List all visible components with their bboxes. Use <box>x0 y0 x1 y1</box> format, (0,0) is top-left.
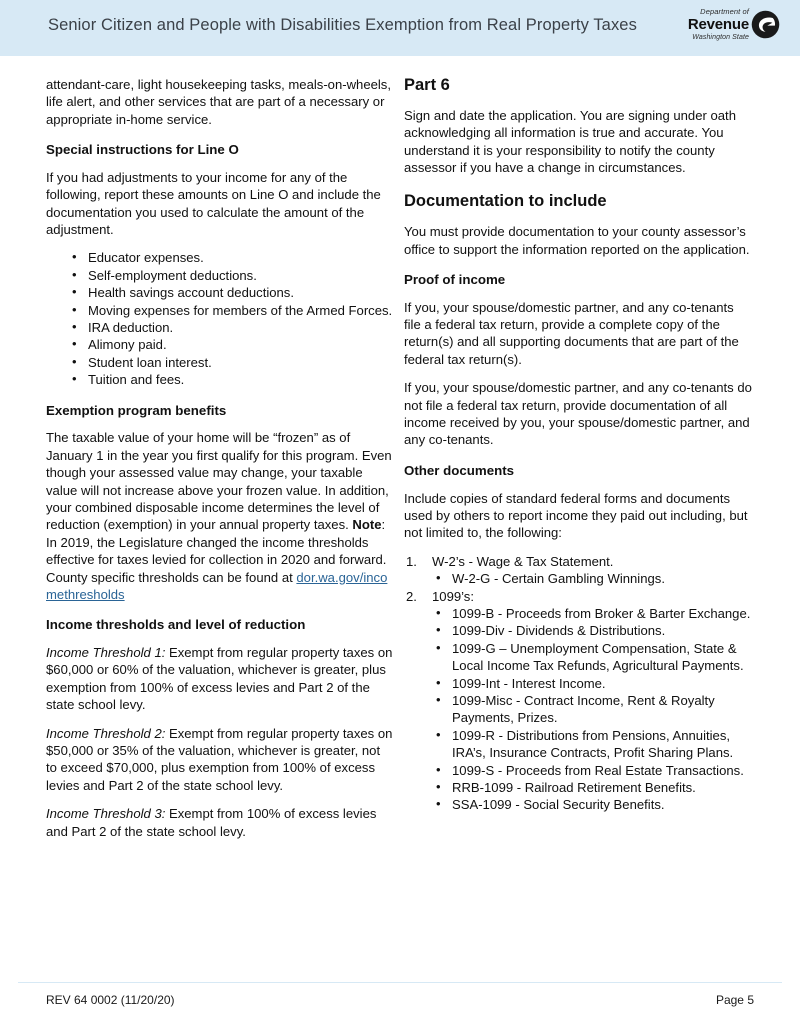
list-item: W-2’s - Wage & Tax Statement. <box>432 553 614 569</box>
threshold-2-label: Income Threshold 2: <box>46 725 166 741</box>
page-header-band <box>0 0 800 56</box>
threshold-1-label: Income Threshold 1: <box>46 644 166 660</box>
logo-state-label: Washington State <box>692 34 749 42</box>
list-item: • 1099-B - Proceeds from Broker & Barter Exchange. <box>404 605 752 622</box>
page-title: Senior Citizen and People with Disabilities Exemption from Real Property Taxes <box>48 16 637 34</box>
benefits-note-label: Note <box>352 517 382 533</box>
footer-page-number: Page 5 <box>715 993 754 1007</box>
list-item: • Educator expenses. <box>46 249 394 266</box>
logo-department-label: Department of <box>700 7 749 16</box>
proof-paragraph-2: If you, your spouse/domestic partner, and any co-tenants do not file a federal tax return, provide documentation of all income received by you, your spouse/domestic partner, and any co-tenants. <box>404 380 752 448</box>
list-item: • Health savings account deductions. <box>46 284 394 301</box>
list-item: • 1099-Div - Dividends & Distributions. <box>404 622 752 639</box>
adjustments-list <box>46 249 394 388</box>
footer-divider <box>18 982 782 983</box>
documentation-paragraph: You must provide documentation to your county assessor’s office to support the information reported on the application. <box>404 224 750 257</box>
special-instructions-paragraph: If you had adjustments to your income for any of the following, report these amounts on Line O and include the documentation you used to calculate the amount of the adjustment. <box>46 169 381 238</box>
list-item: • 1099-G – Unemployment Compensation, State & Local Income Tax Refunds, Agricultural Payments. <box>404 640 752 675</box>
form-1099-sub-list <box>404 605 752 814</box>
left-column <box>46 76 394 851</box>
heading-income-thresholds: Income thresholds and level of reduction <box>46 617 306 633</box>
right-column <box>404 76 752 814</box>
benefits-text-part1: The taxable value of your home will be “frozen” as of January 1 in the year you first qualify for this program. Even though your assessed value may change, your taxable value will not increase above your frozen value. In addition, your combined disposable income determines the level of reduction (exemption) in your annual property taxes. <box>46 430 392 533</box>
threshold-3-paragraph <box>46 805 394 840</box>
logo-wordmark <box>688 8 749 41</box>
list-item: • Alimony paid. <box>46 336 394 353</box>
threshold-3-label: Income Threshold 3: <box>46 806 166 822</box>
income-thresholds-link[interactable]: dor.wa.gov/incomethresholds <box>46 569 388 602</box>
threshold-2-text: Exempt from regular property taxes on $50,000 or 35% of the valuation, whichever is greater, not to exceed $70,000, plus exemption from 100% of excess levies and Part 2 of the state school levy. <box>46 725 393 793</box>
heading-special-instructions: Special instructions for Line O <box>46 142 239 158</box>
threshold-1-text: Exempt from regular property taxes on $60,000 or 60% of the valuation, whichever is greater, plus exemption from 100% of excess levies and Part 2 of the state school levy. <box>46 644 393 713</box>
other-documents-paragraph: Include copies of standard federal forms and documents used by others to report income they paid out including, but not limited to, the following: <box>404 490 748 541</box>
list-item: • Tuition and fees. <box>46 371 394 388</box>
heading-exemption-benefits: Exemption program benefits <box>46 402 227 418</box>
benefits-paragraph <box>46 429 394 603</box>
list-item: • Student loan interest. <box>46 354 394 371</box>
threshold-1-paragraph <box>46 644 394 714</box>
list-item: 1099’s: <box>432 588 474 604</box>
threshold-3-text: Exempt from 100% of excess levies and Part 2 of the state school levy. <box>46 806 377 839</box>
list-item: • 1099-R - Distributions from Pensions, Annuities, IRA’s, Insurance Contracts, Profit Sharing Plans. <box>404 727 752 762</box>
heading-other-documents: Other documents <box>404 462 515 478</box>
list-item: • Moving expenses for members of the Armed Forces. <box>46 302 394 319</box>
other-documents-list <box>404 553 752 814</box>
part-6-paragraph: Sign and date the application. You are signing under oath acknowledging all information is true and accurate. You understand it is your responsibility to notify the county assessor if you have a change in circumstances. <box>404 107 736 176</box>
heading-documentation-to-include: Documentation to include <box>404 192 607 211</box>
list-item: • IRA deduction. <box>46 319 394 336</box>
threshold-2-paragraph <box>46 725 394 795</box>
list-item: • 1099-Int - Interest Income. <box>404 675 752 692</box>
benefits-text-part2: : In 2019, the Legislature changed the income thresholds effective for taxes levied for collection in 2020 and forward. County specific thresholds can be found at <box>46 517 387 585</box>
dor-logo <box>674 8 782 50</box>
list-item: • 1099-S - Proceeds from Real Estate Transactions. <box>404 762 752 779</box>
w2-sub-list <box>404 570 752 587</box>
list-item: • Self-employment deductions. <box>46 267 394 284</box>
footer-form-number: REV 64 0002 (11/20/20) <box>46 993 175 1007</box>
heading-part-6: Part 6 <box>404 76 450 94</box>
list-item: • RRB-1099 - Railroad Retirement Benefits. <box>404 779 752 796</box>
intro-paragraph: attendant-care, light housekeeping tasks, meals-on-wheels, life alert, and other services that are part of a necessary or appropriate in-home service. <box>46 77 391 127</box>
swirl-logo-icon <box>751 10 780 39</box>
list-item: • SSA-1099 - Social Security Benefits. <box>404 796 752 813</box>
heading-proof-of-income: Proof of income <box>404 272 506 288</box>
logo-revenue-label: Revenue <box>687 15 749 33</box>
list-item: • W-2-G - Certain Gambling Winnings. <box>404 570 752 587</box>
list-item: • 1099-Misc - Contract Income, Rent & Royalty Payments, Prizes. <box>404 692 752 727</box>
proof-paragraph-1: If you, your spouse/domestic partner, and any co-tenants file a federal tax return, provide a complete copy of the return(s) and all supporting documents that are part of the federal tax return(s). <box>404 299 739 367</box>
